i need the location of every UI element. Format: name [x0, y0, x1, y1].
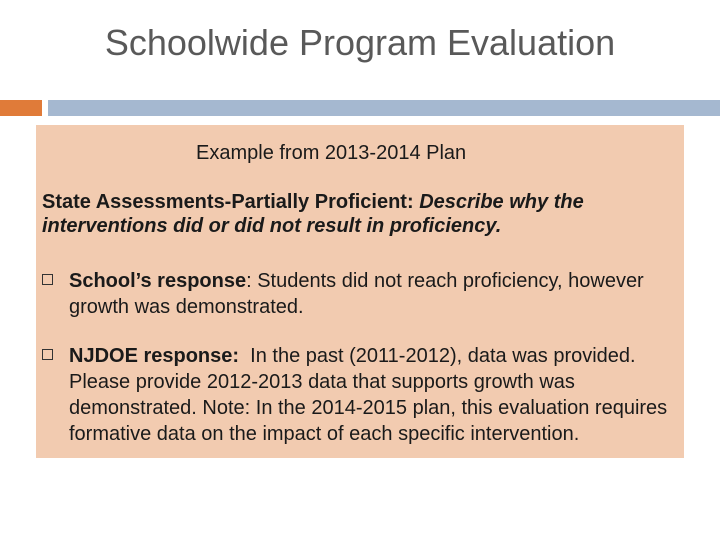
bullet-njdoe-response	[42, 343, 682, 447]
prompt-description: Describe why the interventions did or did not result in proficiency.	[42, 191, 584, 237]
bullet-text	[69, 343, 682, 447]
square-bullet-icon	[42, 349, 53, 360]
bullet-school-response	[42, 268, 682, 320]
prompt-lead: State Assessments-Partially Proficient:	[42, 191, 414, 213]
slide-title: Schoolwide Program Evaluation	[104, 22, 616, 63]
bullet-body: In the past (2011-2012), data was provided. Please provide 2012-2013 data that supports growth was demonstrated. Note: In the 2014-2015 plan, this evaluation requires formative data on the impact of each specific intervention.	[69, 345, 673, 445]
accent-bar-blue	[48, 100, 720, 116]
accent-bar-orange	[0, 100, 42, 116]
bullet-label: School’s response	[69, 270, 247, 292]
bullet-text	[69, 268, 682, 320]
bullet-body: : Students did not reach proficiency, however growth was demonstrated.	[69, 270, 644, 318]
slide-subtitle: Example from 2013-2014 Plan	[196, 142, 467, 164]
square-bullet-icon	[42, 274, 53, 285]
assessment-prompt	[42, 190, 682, 238]
bullet-label: NJDOE response:	[69, 345, 240, 367]
